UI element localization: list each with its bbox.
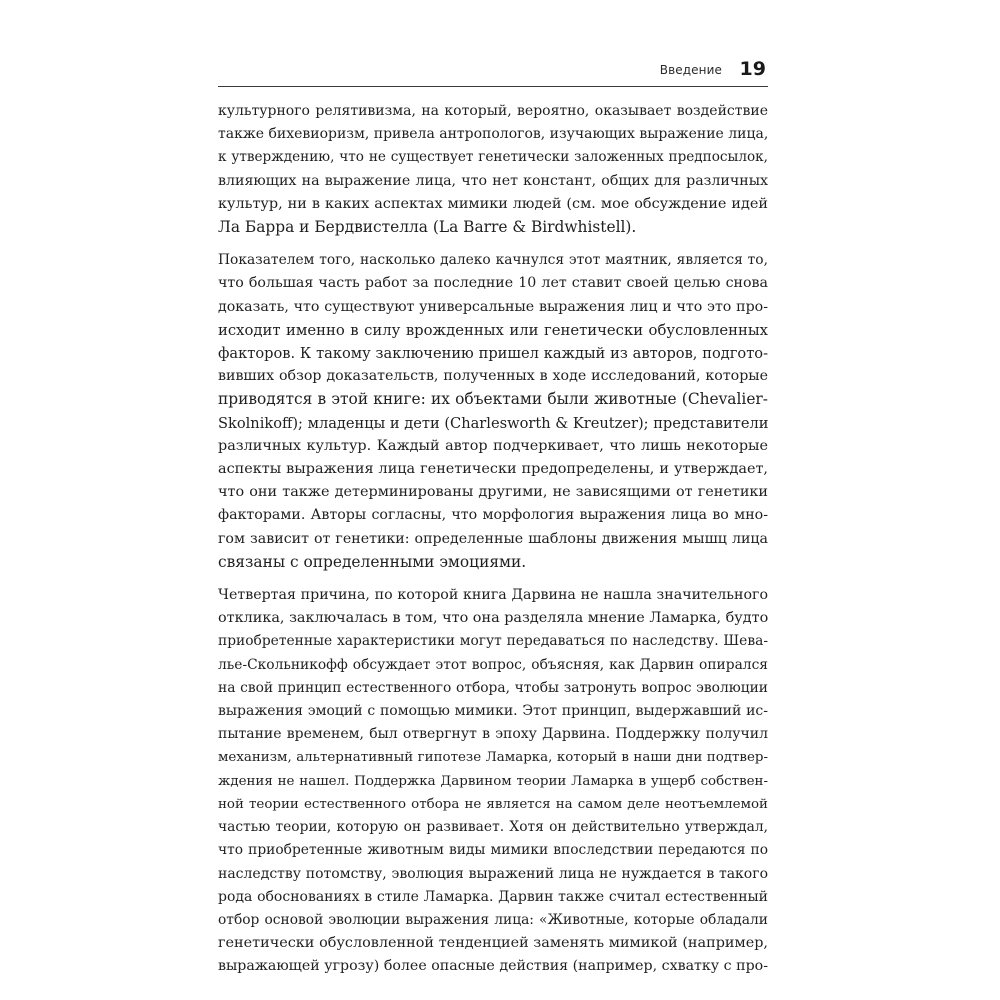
text-line: культурного релятивизма, на который, вероятно, оказывает воздействие [218, 103, 768, 119]
text-line: гом зависит от генетики: определенные шаблоны движения мышц лица [218, 530, 768, 547]
running-header-section-title: Введение [659, 63, 722, 77]
text-line: лье-Скольникофф обсуждает этот вопрос, объясняя, как Дарвин опирался [218, 656, 768, 673]
text-line: рода обоснованиях в стиле Ламарка. Дарвин также считал естественный [218, 888, 768, 905]
text-line: что приобретенные животным виды мимики впоследствии передаются по [218, 842, 768, 859]
text-line: ной теории естественного отбора не является на самом деле неотъемлемой [218, 796, 768, 812]
text-line: ждения не нашел. Поддержка Дарвином теории Ламарка в ущерб собствен- [218, 773, 768, 789]
text-line: факторов. К такому заключению пришел каждый из авторов, подгото- [218, 345, 768, 363]
paragraph-1 [218, 100, 768, 239]
page-number: 19 [739, 58, 766, 80]
paragraph-spacer [218, 574, 768, 584]
paragraph-spacer [218, 239, 768, 249]
text-line: факторами. Авторы согласны, что морфология выражения лица во мно- [218, 507, 768, 524]
text-line: Четвертая причина, по которой книга Дарвина не нашла значительного [218, 587, 768, 604]
text-line: приводятся в этой книге: их объектами были животные (Chevalier- [218, 390, 768, 409]
text-line: к утверждению, что не существует генетически заложенных предпосылок, [218, 149, 768, 166]
text-line: наследству потомству, эволюция выражений лица не нуждается в такого [218, 865, 768, 882]
text-line: связаны с определенными эмоциями. [218, 552, 527, 571]
text-line: что они также детерминированы другими, не зависящими от генетики [218, 484, 768, 501]
text-line: что большая часть работ за последние 10 лет ставит своей целью снова [218, 275, 768, 292]
text-line: выражающей угрозу) более опасные действия (например, схватку с про- [218, 958, 768, 975]
text-line: выражения эмоций с помощью мимики. Этот принцип, выдержавший ис- [218, 703, 768, 720]
text-line: культур, ни в каких аспектах мимики людей (см. мое обсуждение идей [218, 195, 768, 212]
running-header [218, 60, 768, 87]
text-line: отклика, заключалась в том, что она разделяла мнение Ламарка, будто [218, 610, 769, 627]
paragraph-2 [218, 249, 768, 574]
text-line: Ла Барра и Бердвистелла (La Barre & Birdwhistell). [218, 218, 637, 237]
text-line: исходит именно в силу врожденных или генетически обусловленных [218, 321, 768, 339]
text-line: на свой принцип естественного отбора, чтобы затронуть вопрос эволюции [218, 679, 768, 696]
text-line: генетически обусловленной тенденцией заменять мимикой (например, [218, 935, 768, 952]
text-line: доказать, что существуют универсальные выражения лиц и что это про- [218, 298, 768, 315]
text-line: Показателем того, насколько далеко качнулся этот маятник, является то, [218, 252, 768, 269]
body-text [218, 100, 768, 979]
text-line: пытание временем, был отвергнут в эпоху Дарвина. Поддержку получил [218, 726, 768, 743]
paragraph-3 [218, 584, 768, 978]
text-line: Skolnikoff); младенцы и дети (Charlesworth & Kreutzer); представители [218, 414, 769, 432]
text-line: различных культур. Каждый автор подчеркивает, что лишь некоторые [218, 437, 768, 454]
text-line: механизм, альтернативный гипотезе Ламарка, который в наши дни подтвер- [218, 750, 768, 766]
text-line: вивших обзор доказательств, полученных в ходе исследований, которые [218, 368, 768, 385]
text-line: отбор основой эволюции выражения лица: «Животные, которые обладали [218, 911, 768, 928]
text-line: аспекты выражения лица генетически предопределены, и утверждает, [218, 461, 768, 478]
text-line: влияющих на выражение лица, что нет констант, общих для различных [218, 172, 768, 189]
text-line: также бихевиоризм, привела антропологов, изучающих выражение лица, [218, 126, 769, 143]
text-line: частью теории, которую он развивает. Хотя он действительно утверждал, [218, 819, 768, 836]
text-line: приобретенные характеристики могут передаваться по наследству. Шева- [218, 633, 768, 650]
